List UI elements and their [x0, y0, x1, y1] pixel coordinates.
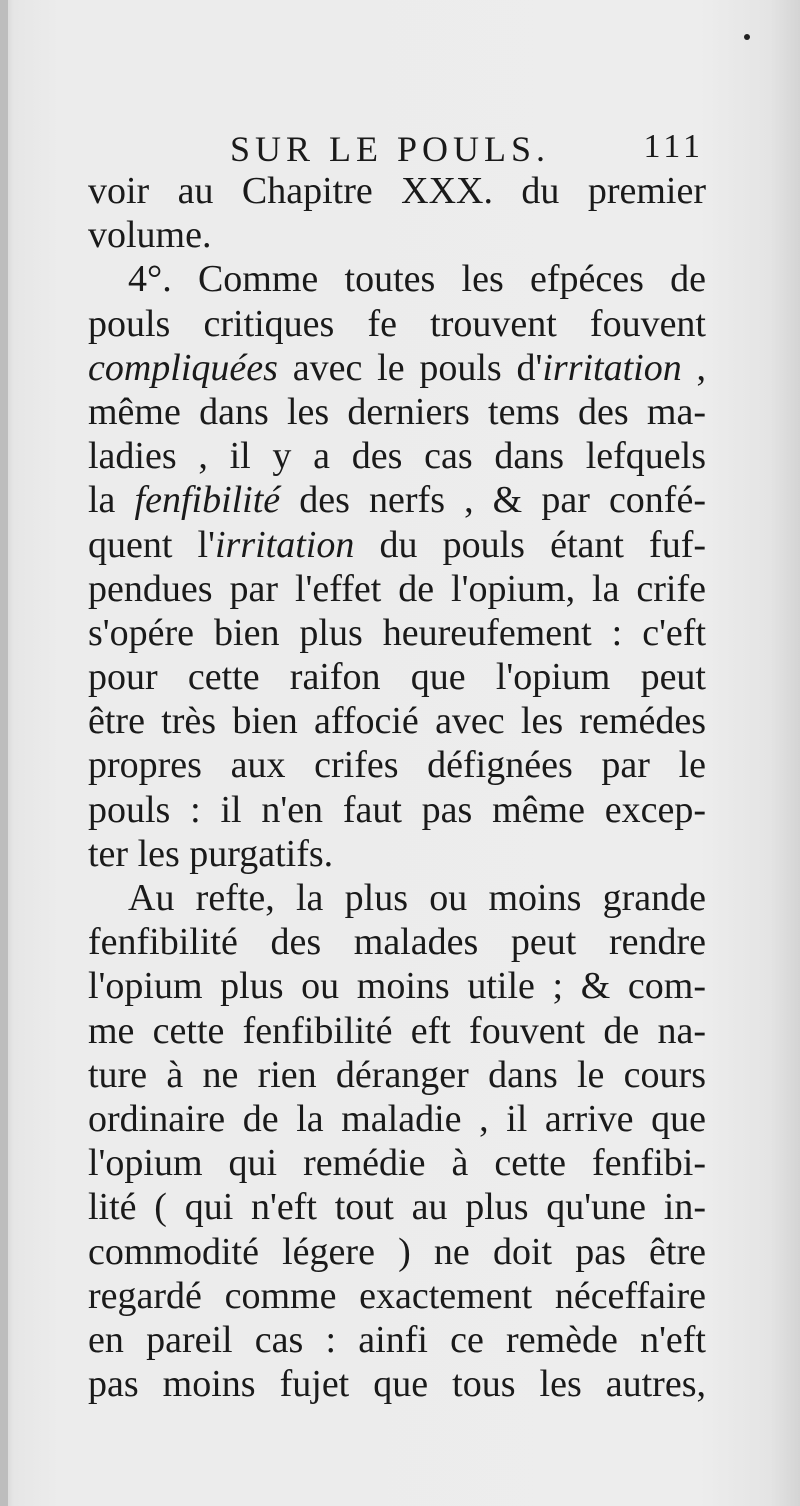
text-line: l'opium qui remédie à cette fenfibi-: [88, 1142, 706, 1185]
text-line: Au refte, la plus ou moins grande: [128, 877, 706, 919]
text-line: ordinaire de la maladie , il arrive que: [88, 1097, 706, 1140]
text-line: lité ( qui n'eft tout au plus qu'une in-: [88, 1186, 706, 1229]
text-line: ter les purgatifs.: [88, 832, 334, 875]
italic-text: irritation: [542, 346, 682, 389]
text-line: même dans les derniers tems des ma-: [88, 390, 706, 433]
text-line: ladies , il y a des cas dans lefquels: [88, 435, 706, 478]
running-head: [88, 128, 706, 168]
text-segment: du pouls étant fuf-: [354, 523, 707, 566]
page-number: 111: [643, 128, 704, 165]
text-line: [88, 523, 706, 567]
text-line: ture à ne rien déranger dans le cours: [88, 1053, 706, 1096]
text-line: pendues par l'effet de l'opium, la crife: [88, 567, 706, 610]
text-line: en pareil cas : ainfi ce remède n'eft: [88, 1318, 706, 1361]
text-line: pas moins fujet que tous les autres,: [88, 1363, 706, 1406]
text-line: pour cette raifon que l'opium peut: [88, 656, 706, 699]
text-segment: ,: [681, 346, 707, 389]
text-line: pouls : il n'en faut pas même excep-: [88, 788, 706, 831]
text-line: fenfibilité des malades peut rendre: [88, 921, 706, 964]
running-head-title: SUR LE POULS.: [230, 129, 551, 169]
text-line: 4°. Comme toutes les efpéces de: [128, 258, 706, 301]
text-line: voir au Chapitre XXX. du premier: [88, 170, 706, 212]
text-line: l'opium plus ou moins utile ; & com-: [88, 965, 706, 1008]
text-line: propres aux crifes défignées par le: [88, 744, 706, 787]
text-line: être très bien affocié avec les remédes: [88, 700, 706, 743]
text-line: [88, 478, 706, 522]
text-segment: quent l': [88, 523, 215, 566]
text-segment: avec le pouls d': [277, 346, 543, 389]
text-line: s'opére bien plus heureufement : c'eft: [88, 611, 706, 654]
text-line: me cette fenfibilité eft fouvent de na-: [88, 1009, 706, 1052]
italic-text: irritation: [214, 523, 355, 566]
text-line: regardé comme exactement néceffaire: [88, 1274, 706, 1317]
text-segment: des nerfs , & par confé-: [280, 479, 706, 522]
text-line: commodité légere ) ne doit pas être: [88, 1230, 706, 1273]
text-segment: la: [88, 479, 135, 522]
italic-text: fenfibilité: [134, 479, 281, 522]
ink-speck: [744, 34, 750, 40]
body-text: [88, 169, 706, 1406]
italic-text: compliquées: [88, 346, 278, 389]
text-line: volume.: [88, 214, 212, 257]
text-line: pouls critiques fe trouvent fouvent: [88, 302, 706, 345]
text-line: [88, 346, 706, 390]
